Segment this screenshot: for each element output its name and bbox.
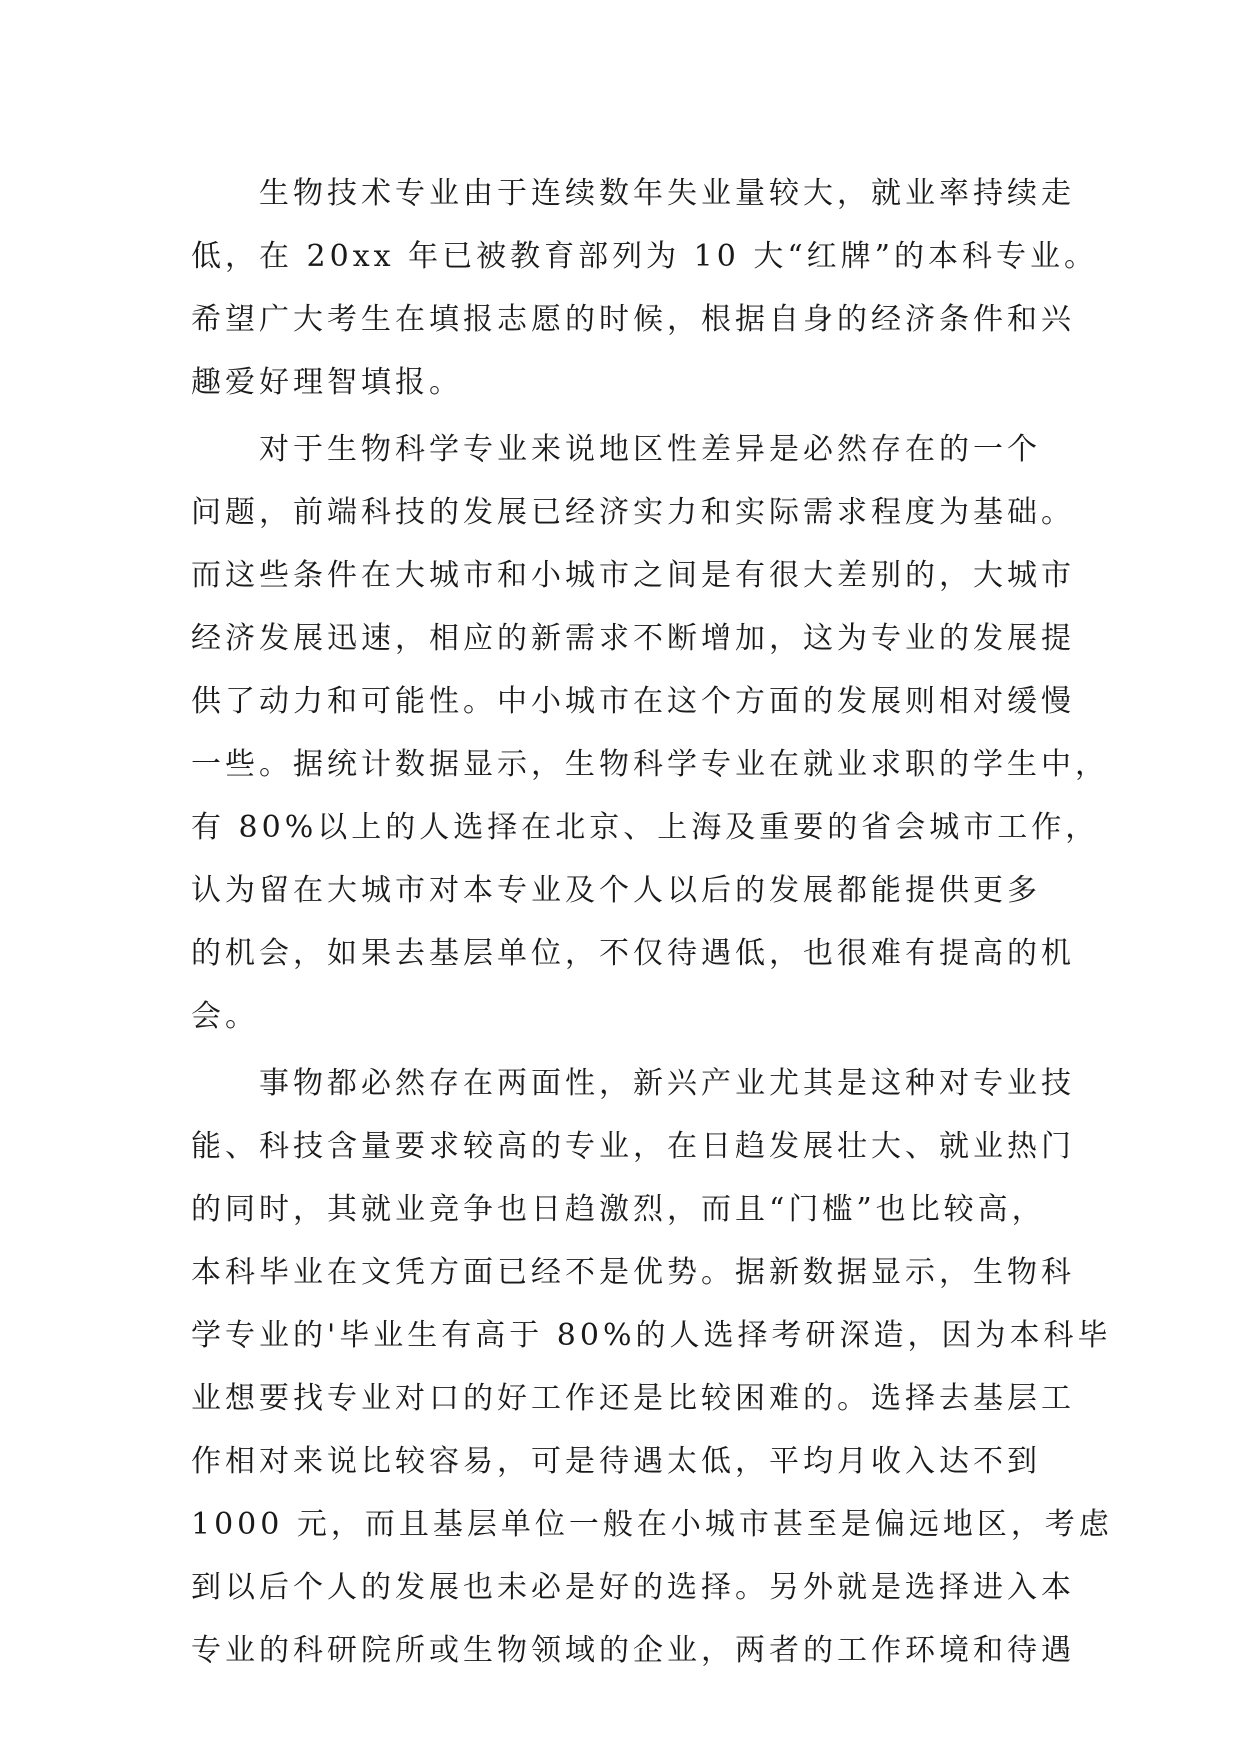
text-line: 生物技术专业由于连续数年失业量较大，就业率持续走 [191, 176, 1075, 211]
paragraph-3 [191, 1052, 1113, 1682]
text-line: 希望广大考生在填报志愿的时候，根据自身的经济条件和兴 [191, 302, 1075, 337]
paragraph-2 [191, 418, 1109, 1048]
text-line: 而这些条件在大城市和小城市之间是有很大差别的，大城市 [191, 558, 1075, 593]
text-line: 认为留在大城市对本专业及个人以后的发展都能提供更多 [191, 873, 1041, 908]
text-line: 事物都必然存在两面性，新兴产业尤其是这种对专业技 [191, 1066, 1075, 1101]
text-line: 趣爱好理智填报。 [191, 365, 463, 400]
text-line: 有 80%以上的人选择在北京、上海及重要的省会城市工作， [191, 810, 1100, 845]
text-line: 的机会，如果去基层单位，不仅待遇低，也很难有提高的机 [191, 936, 1075, 971]
document-body [191, 162, 1113, 1682]
text-line: 业想要找专业对口的好工作还是比较困难的。选择去基层工 [191, 1381, 1075, 1416]
text-line: 的同时，其就业竞争也日趋激烈，而且“门槛”也比较高， [191, 1192, 1046, 1227]
text-line: 供了动力和可能性。中小城市在这个方面的发展则相对缓慢 [191, 684, 1075, 719]
text-line: 作相对来说比较容易，可是待遇太低，平均月收入达不到 [191, 1444, 1041, 1479]
text-line: 专业的科研院所或生物领域的企业，两者的工作环境和待遇 [191, 1633, 1075, 1668]
text-line: 本科毕业在文凭方面已经不是优势。据新数据显示，生物科 [191, 1255, 1075, 1290]
text-line: 对于生物科学专业来说地区性差异是必然存在的一个 [191, 432, 1041, 467]
text-line: 会。 [191, 999, 259, 1034]
text-line: 经济发展迅速，相应的新需求不断增加，这为专业的发展提 [191, 621, 1075, 656]
text-line: 到以后个人的发展也未必是好的选择。另外就是选择进入本 [191, 1570, 1075, 1605]
text-line: 低，在 20xx 年已被教育部列为 10 大“红牌”的本科专业。 [191, 239, 1099, 274]
text-line: 学专业的'毕业生有高于 80%的人选择考研深造，因为本科毕 [191, 1318, 1112, 1353]
paragraph-1 [191, 162, 1099, 414]
text-line: 一些。据统计数据显示，生物科学专业在就业求职的学生中， [191, 747, 1109, 782]
text-line: 1000 元，而且基层单位一般在小城市甚至是偏远地区，考虑 [191, 1507, 1113, 1542]
text-line: 能、科技含量要求较高的专业，在日趋发展壮大、就业热门 [191, 1129, 1075, 1164]
text-line: 问题，前端科技的发展已经济实力和实际需求程度为基础。 [191, 495, 1075, 530]
